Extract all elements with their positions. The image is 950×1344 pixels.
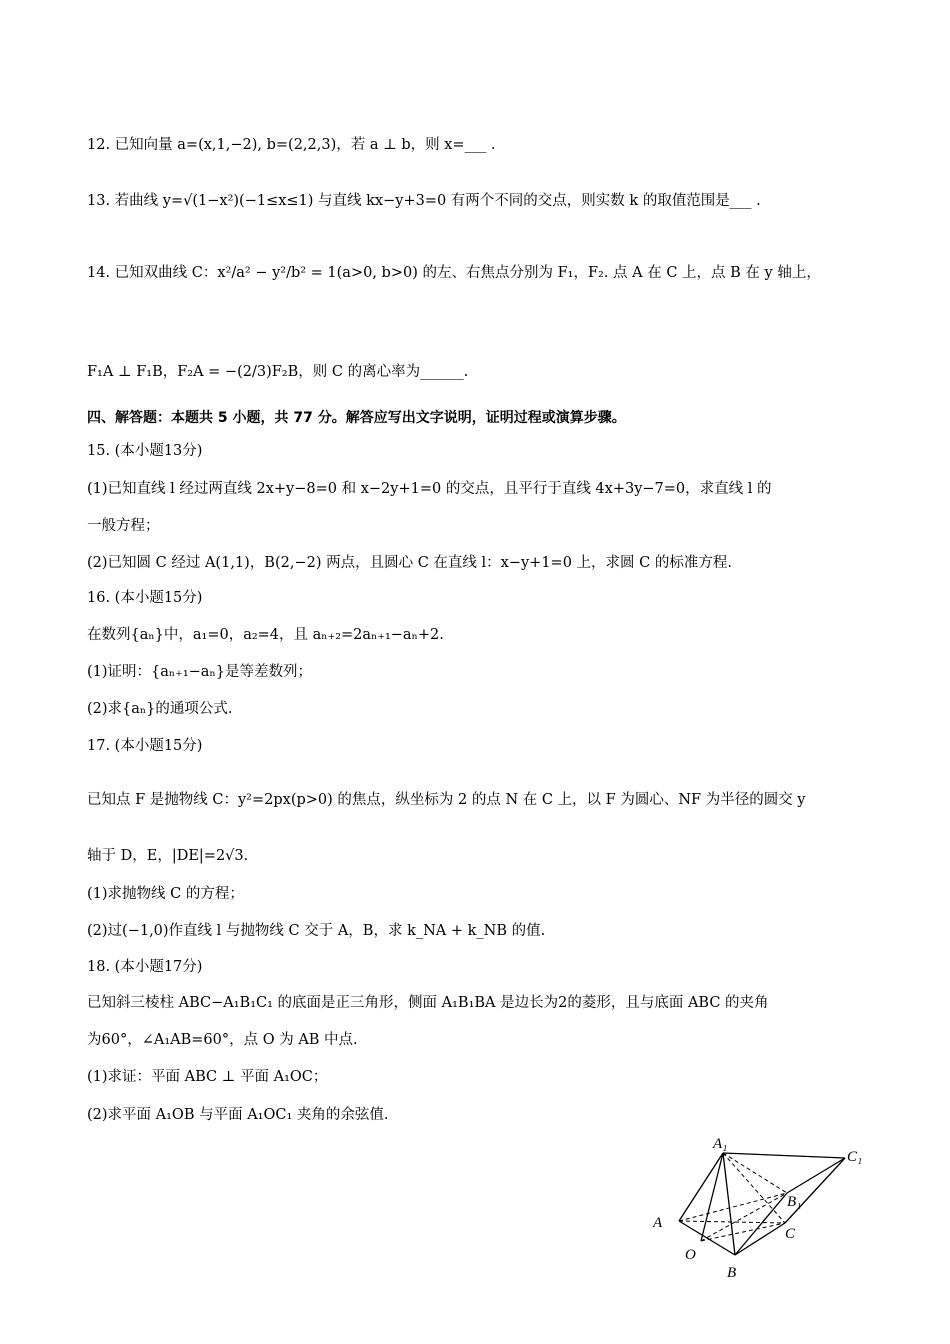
q18-part1: (1)求证：平面 ABC ⊥ 平面 A₁OC；	[87, 1069, 328, 1085]
edge-a1-b	[723, 1153, 735, 1255]
q16-stem: 在数列{aₙ}中，a₁=0，a₂=4，且 aₙ₊₂=2aₙ₊₁−aₙ+2.	[87, 627, 444, 643]
q17-title: 17. (本小题15分)	[87, 738, 203, 754]
q17-stem-line2: 轴于 D，E，|DE|=2√3.	[87, 848, 249, 864]
q18-stem-line2: 为60°，∠A₁AB=60°，点 O 为 AB 中点.	[87, 1032, 358, 1048]
label-a1: A₁	[713, 1136, 728, 1152]
label-c: C	[785, 1226, 796, 1242]
q16-part1: (1)证明：{aₙ₊₁−aₙ}是等差数列；	[87, 664, 312, 680]
edge-o-b1	[701, 1193, 787, 1241]
label-b: B	[727, 1265, 737, 1281]
question-14-line1: 14. 已知双曲线 C：x²/a² − y²/b² = 1(a>0, b>0) 的左、右焦点分别为 F₁，F₂. 点 A 在 C 上，点 B 在 y 轴上，	[87, 265, 821, 281]
label-a: A	[653, 1215, 663, 1231]
label-c1: C₁	[847, 1149, 863, 1165]
q16-title: 16. (本小题15分)	[87, 590, 203, 606]
edge-a-c	[679, 1221, 785, 1223]
q18-part2: (2)求平面 A₁OB 与平面 A₁OC₁ 夹角的余弦值.	[87, 1107, 389, 1123]
q15-part2: (2)已知圆 C 经过 A(1,1)，B(2,−2) 两点，且圆心 C 在直线 l：x−y+1=0 上，求圆 C 的标准方程.	[87, 555, 732, 571]
edge-o-c	[701, 1223, 785, 1241]
q17-part1: (1)求抛物线 C 的方程；	[87, 886, 244, 902]
edge-a1-c	[723, 1153, 785, 1223]
question-14-line2: F₁A ⊥ F₁B，F₂A = −(2/3)F₂B，则 C 的离心率为______.	[87, 364, 469, 380]
section-heading: 四、解答题：本题共 5 小题，共 77 分。解答应写出文字说明，证明过程或演算步骤。	[87, 410, 626, 426]
edge-a1-o	[701, 1153, 723, 1241]
edge-c1-b1	[787, 1158, 845, 1193]
q15-part1-line2: 一般方程；	[87, 518, 160, 534]
label-b1: B₁	[787, 1194, 802, 1210]
q17-part2: (2)过(−1,0)作直线 l 与抛物线 C 交于 A，B，求 k_NA + k_NB 的值.	[87, 923, 546, 939]
question-12: 12. 已知向量 a=(x,1,−2), b=(2,2,3)，若 a ⊥ b，则 x=___ .	[87, 137, 496, 153]
edge-b-c	[735, 1223, 785, 1255]
prism-figure	[645, 1135, 875, 1285]
q15-part1-line1: (1)已知直线 l 经过两直线 2x+y−8=0 和 x−2y+1=0 的交点，且平行于直线 4x+3y−7=0，求直线 l 的	[87, 481, 772, 497]
question-13: 13. 若曲线 y=√(1−x²)(−1≤x≤1) 与直线 kx−y+3=0 有两个不同的交点，则实数 k 的取值范围是___ .	[87, 193, 761, 209]
q15-title: 15. (本小题13分)	[87, 443, 203, 459]
q18-title: 18. (本小题17分)	[87, 959, 203, 975]
edge-c1-c	[785, 1158, 845, 1223]
edge-a1-c1	[723, 1153, 845, 1158]
q18-stem-line1: 已知斜三棱柱 ABC−A₁B₁C₁ 的底面是正三角形，侧面 A₁B₁BA 是边长为2的菱形，且与底面 ABC 的夹角	[87, 995, 769, 1011]
edge-a1-b1	[723, 1153, 787, 1193]
q17-stem-line1: 已知点 F 是抛物线 C：y²=2px(p>0) 的焦点，纵坐标为 2 的点 N 在 C 上，以 F 为圆心、NF 为半径的圆交 y	[87, 792, 806, 808]
q16-part2: (2)求{aₙ}的通项公式.	[87, 701, 233, 717]
label-o: O	[685, 1247, 696, 1263]
